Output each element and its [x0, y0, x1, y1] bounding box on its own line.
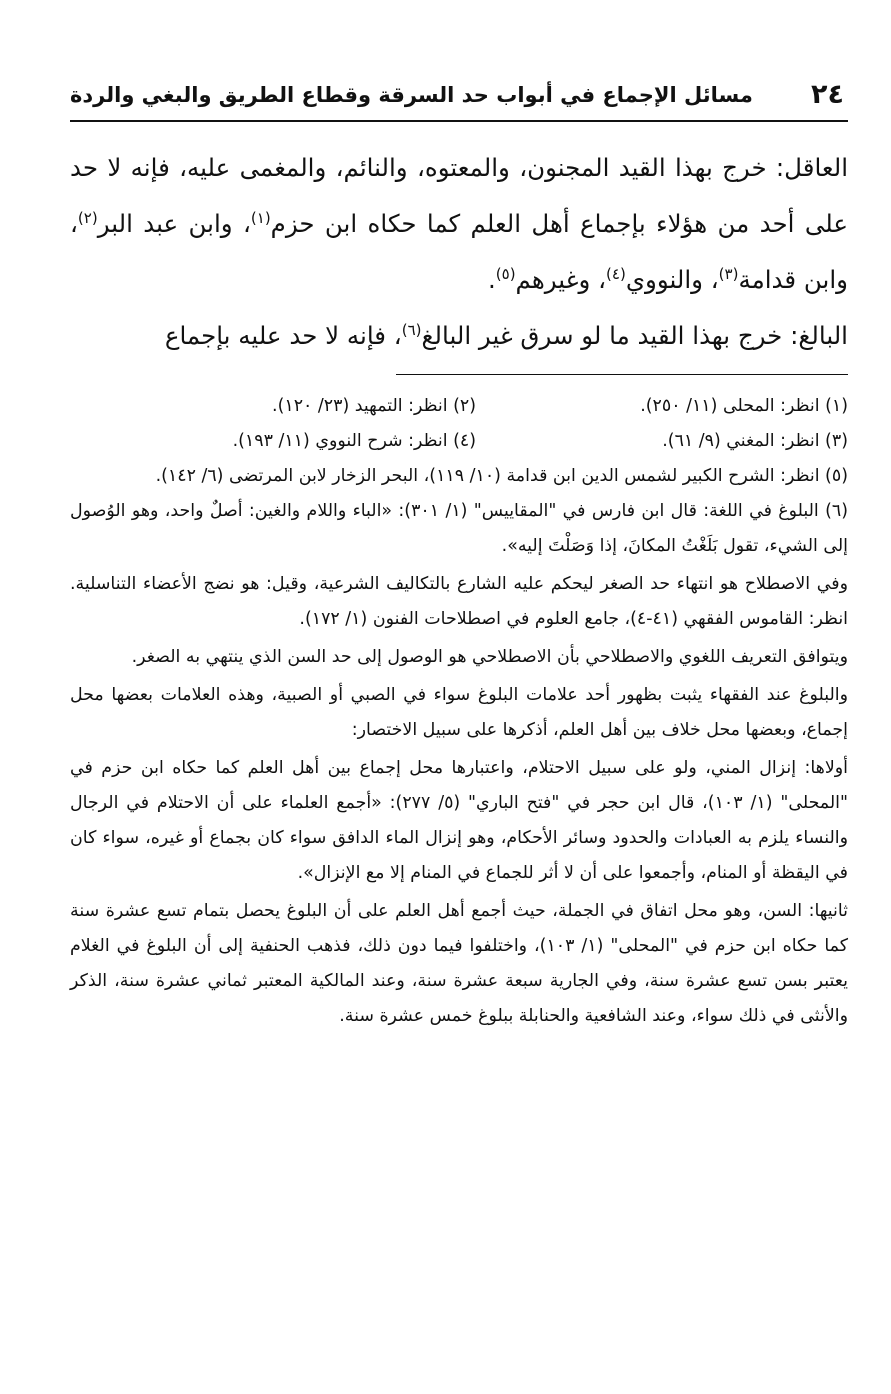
- page: [70, 74, 848, 1034]
- footnote-6-paragraph: وفي الاصطلاح هو انتهاء حد الصغر ليحكم عليه الشارع بالتكاليف الشرعية، وقيل: هو نضج الأعضاء التناسلية. انظر: القاموس الفقهي (٤١-٤)، جامع العلوم في اصطلاحات الفنون (١/ ١٧٢).: [70, 574, 848, 629]
- text-run: البالغ: خرج بهذا القيد ما لو سرق غير البالغ: [421, 321, 848, 350]
- main-text: [70, 140, 848, 364]
- text-run: .: [487, 265, 496, 294]
- footnote-row: [70, 389, 848, 424]
- paragraph-aqil: [70, 140, 848, 308]
- footnote-ref-6[interactable]: (٦): [401, 320, 422, 339]
- footnote-ref-1[interactable]: (١): [250, 208, 271, 227]
- page-number: ٢٤: [811, 79, 844, 110]
- footnote-2: (٢) انظر: التمهيد (٢٣/ ١٢٠).: [272, 396, 476, 416]
- footnote-ref-4[interactable]: (٤): [606, 264, 626, 283]
- footnote-row: [70, 424, 848, 459]
- running-title: مسائل الإجماع في أبواب حد السرقة وقطاع الطريق والبغي والردة: [70, 83, 753, 107]
- footnote-divider: [396, 374, 848, 375]
- footnote-6-paragraph: أولاها: إنزال المني، ولو على سبيل الاحتلام، واعتبارها محل إجماع بين أهل العلم كما حكاه ابن حزم في "المحلى" (١/ ١٠٣)، قال ابن حجر في "فتح الباري" (٥/ ٢٧٧): «أجمع العلماء على أن الاحتلام في الرجال والنساء يلزم به العبادات والحدود وسائر الأحكام، وهو إنزال الماء الدافق سواء كان بجماع أو غيره، سواء كان في اليقظة أو المنام، وأجمعوا على أن لا أثر للجماع في المنام إلا مع الإنزال».: [70, 758, 848, 883]
- text-run: ، والنووي: [625, 265, 719, 294]
- footnote-6-paragraph: والبلوغ عند الفقهاء يثبت بظهور أحد علامات البلوغ سواء في الصبي أو الصبية، وهذه العلامات بعضها محل إجماع، وبعضها محل خلاف بين أهل العلم، أذكرها على سبيل الاختصار:: [70, 685, 848, 740]
- footnote-3: (٣) انظر: المغني (٩/ ٦١).: [662, 431, 848, 451]
- text-run: العاقل: خرج بهذا القيد المجنون، والمعتوه، والنائم، والمغمى عليه، فإنه لا حد على أحد من هؤلاء بإجماع أهل العلم كما حكاه ابن حزم: [70, 153, 849, 238]
- text-run: ، وغيرهم: [515, 265, 607, 294]
- footnote-1: (١) انظر: المحلى (١١/ ٢٥٠).: [640, 396, 848, 416]
- footnote-ref-5[interactable]: (٥): [495, 264, 516, 283]
- footnote-6-paragraph: ويتوافق التعريف اللغوي والاصطلاحي بأن الاصطلاحي هو الوصول إلى حد السن الذي ينتهي به الصغر.: [131, 647, 848, 667]
- footnotes: [70, 389, 848, 1034]
- text-run: ، وابن عبد البر: [97, 209, 251, 238]
- footnote-4: (٤) انظر: شرح النووي (١١/ ١٩٣).: [232, 431, 476, 451]
- footnote-ref-2[interactable]: (٢): [77, 208, 98, 227]
- footnote-6: (٦) البلوغ في اللغة: قال ابن فارس في "المقاييس" (١/ ٣٠١): «الباء واللام والغين: أصلٌ واحد، وهو الوُصول إلى الشيء، تقول بَلَغْتُ المكانَ، إذا وَصَلْتَ إليه».: [70, 501, 849, 556]
- page-header: [70, 74, 848, 122]
- footnote-ref-3[interactable]: (٣): [718, 264, 739, 283]
- footnote-5: (٥) انظر: الشرح الكبير لشمس الدين ابن قدامة (١٠/ ١١٩)، البحر الزخار لابن المرتضى (٦/ ١٤٢).: [155, 466, 848, 486]
- text-run: ، فإنه لا حد عليه بإجماع: [164, 321, 402, 350]
- text-run: ، وابن قدامة: [70, 209, 848, 294]
- paragraph-baligh: [70, 308, 848, 364]
- footnote-6-paragraph: ثانيها: السن، وهو محل اتفاق في الجملة، حيث أجمع أهل العلم على أن البلوغ يحصل بتمام تسع عشرة سنة كما حكاه ابن حزم في "المحلى" (١/ ١٠٣)، واختلفوا فيما دون ذلك، فذهب الحنفية إلى أن البلوغ في الغلام يعتبر بسن تسع عشرة سنة، وفي الجارية سبعة عشرة سنة، وعند المالكية المعتبر ثماني عشرة سنة، الذكر والأنثى في ذلك سواء، وعند الشافعية والحنابلة ببلوغ خمس عشرة سنة.: [70, 901, 848, 1026]
